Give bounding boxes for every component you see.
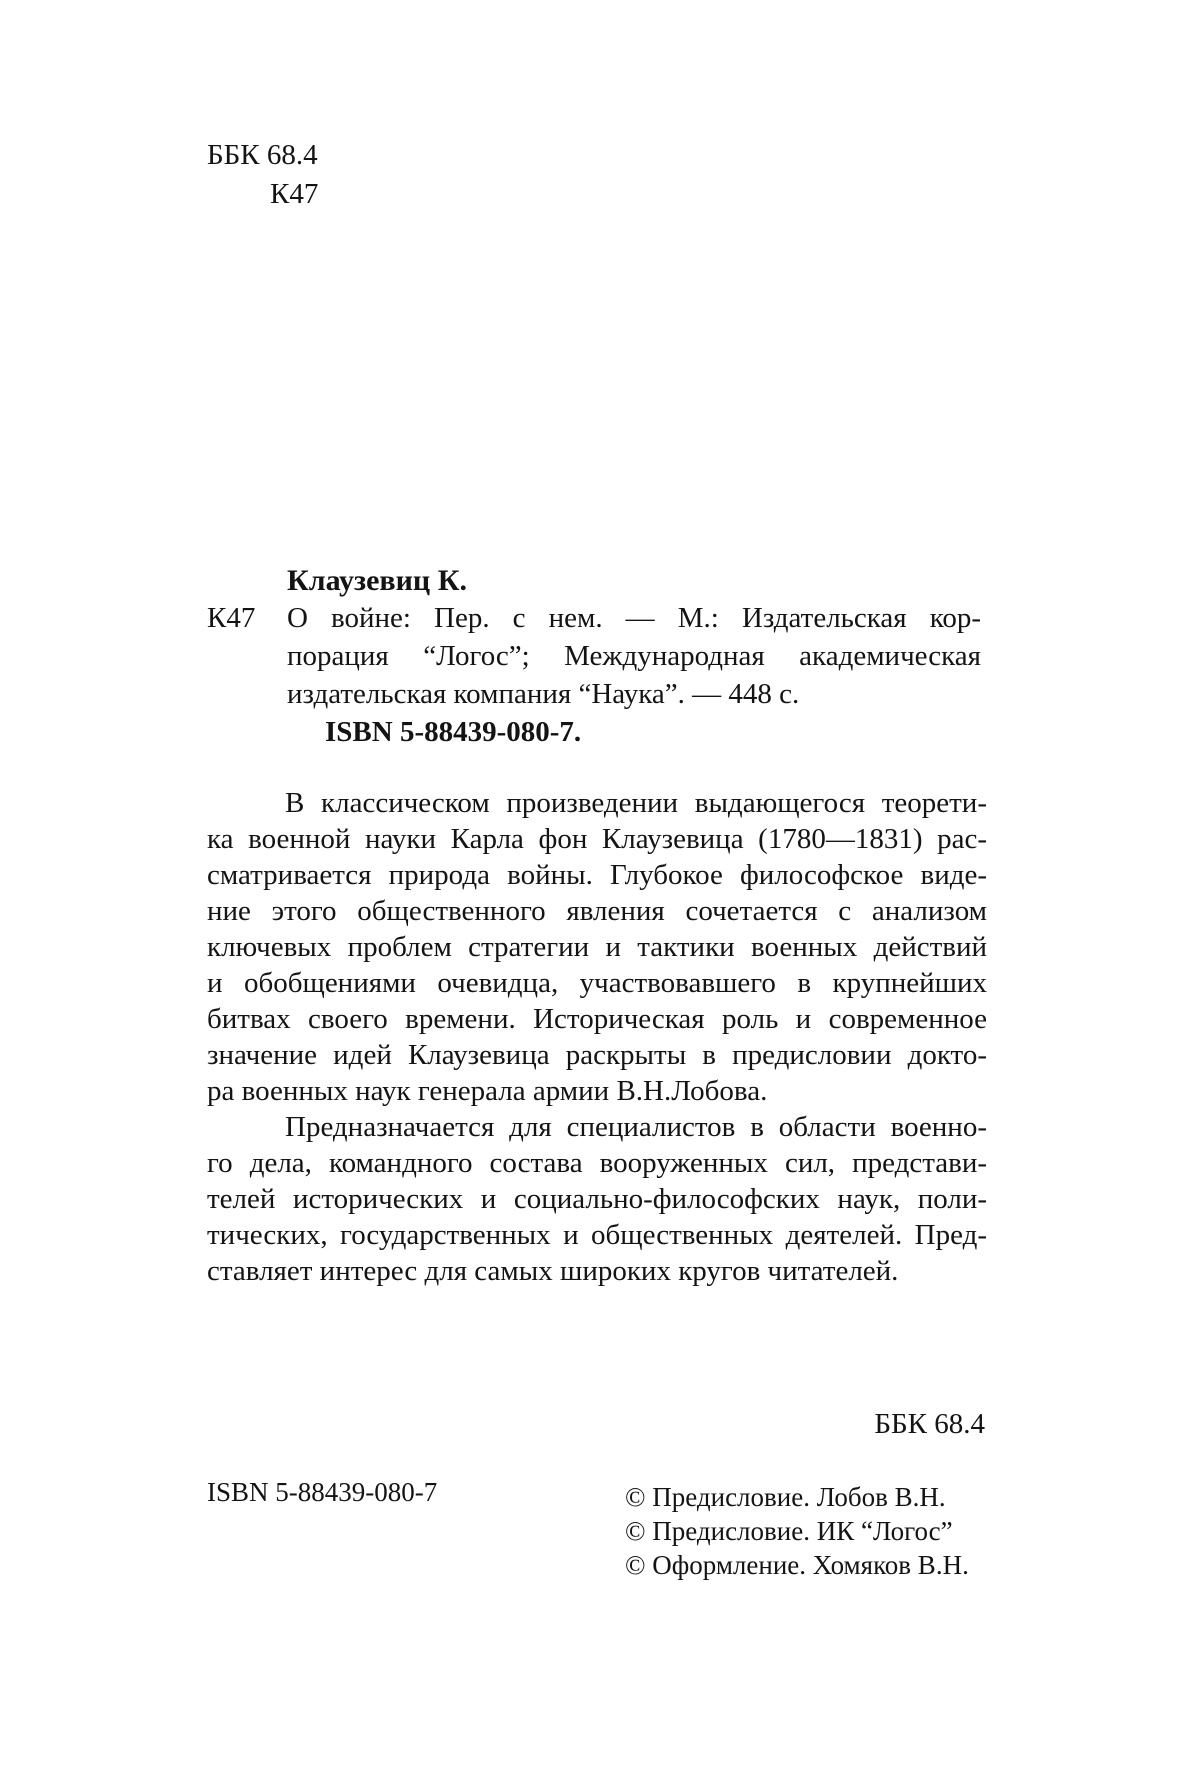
annotation-line: ние этого общественного явления сочетается с анализом: [207, 895, 987, 927]
annotation-line: битвах своего времени. Историческая роль и современное: [207, 1003, 987, 1035]
bbk-code: ББК 68.4: [207, 139, 318, 171]
annotation-line: тических, государственных и общественных деятелей. Пред-: [207, 1219, 987, 1251]
annotation-line: В классическом произведении выдающегося теорети-: [285, 787, 987, 819]
annotation-line: телей исторических и социально-философских наук, поли-: [207, 1183, 987, 1215]
annotation-line: Предназначается для специалистов в области военно-: [285, 1111, 987, 1143]
copyright-block: [625, 1480, 969, 1582]
author-code: К47: [270, 178, 319, 210]
annotation-line: ставляет интерес для самых широких кругов читателей.: [207, 1255, 899, 1287]
bib-line: издательская компания “Наука”. — 448 с.: [287, 678, 800, 710]
author-name: Клаузевиц К.: [287, 564, 467, 597]
annotation-line: го дела, командного состава вооруженных сил, представи-: [207, 1147, 987, 1179]
bib-line: О войне: Пер. с нем. — М.: Издательская кор-: [287, 602, 981, 634]
copyright-line: © Предисловие. Лобов В.Н.: [625, 1482, 946, 1512]
annotation-line: сматривается природа войны. Глубокое философское виде-: [207, 859, 987, 891]
isbn-bold: ISBN 5-88439-080-7.: [325, 716, 582, 748]
copyright-line: © Оформление. Хомяков В.Н.: [625, 1550, 969, 1580]
record-code: К47: [207, 602, 256, 634]
annotation-line: ра военных наук генерала армии В.Н.Лобова.: [207, 1075, 768, 1107]
footer-bbk: ББК 68.4: [874, 1408, 985, 1440]
footer-isbn: ISBN 5-88439-080-7: [207, 1477, 438, 1507]
bib-line: порация “Логос”; Международная академическая: [287, 640, 981, 672]
annotation-line: ка военной науки Карла фон Клаузевица (1780—1831) рас-: [207, 823, 987, 855]
annotation-line: ключевых проблем стратегии и тактики военных действий: [207, 931, 987, 963]
copyright-line: © Предисловие. ИК “Логос”: [625, 1516, 953, 1546]
annotation-line: значение идей Клаузевица раскрыты в предисловии докто-: [207, 1039, 987, 1071]
annotation-line: и обобщениями очевидца, участвовавшего в крупнейших: [207, 967, 987, 999]
